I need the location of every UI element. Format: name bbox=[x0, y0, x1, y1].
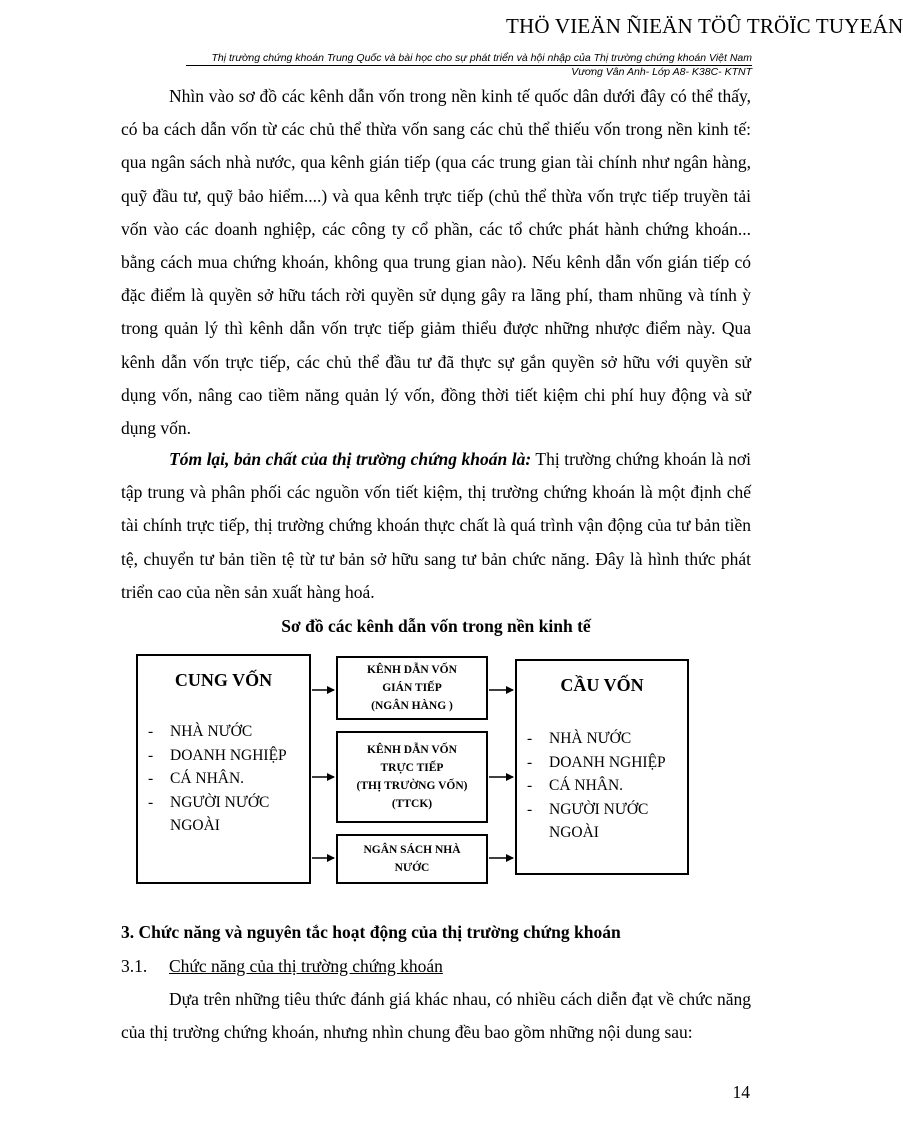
library-watermark: THÖ VIEÄN ÑIEÄN TÖÛ TRÖÏC TUYEÁN bbox=[506, 14, 903, 38]
list-item-label: CÁ NHÂN. bbox=[170, 770, 245, 787]
list-item-label: NHÀ NƯỚC bbox=[549, 730, 632, 747]
paragraph-essence bbox=[121, 443, 751, 609]
channel-line: (THỊ TRƯỜNG VỐN) bbox=[356, 780, 468, 792]
bullet-dash: - bbox=[527, 800, 533, 818]
bullet-dash: - bbox=[148, 793, 154, 811]
paragraph-lead-phrase: Tóm lại, bản chất của thị trường chứng khoán là: bbox=[169, 449, 532, 469]
bullet-dash: - bbox=[148, 770, 154, 787]
list-item bbox=[527, 751, 683, 775]
list-item bbox=[527, 727, 683, 751]
paragraph-text: Thị trường chứng khoán là nơi tập trung và phân phối các nguồn vốn tiết kiệm, thị trường chứng khoán là một định chế tài chính trực tiếp, thị trường chứng khoán thực chất là quá trình vận động của tư bản tiền tệ, chuyển tư bản tiền tệ từ tư bản sở hữu sang tư bản chức năng. Đây là hình thức phát triển cao của nền sản xuất hàng hoá. bbox=[121, 449, 751, 602]
list-item bbox=[148, 791, 305, 838]
section-heading: 3. Chức năng và nguyên tắc hoạt động của thị trường chứng khoán bbox=[121, 922, 621, 942]
capital-demand-title: CẦU VỐN bbox=[560, 675, 644, 695]
paragraph-text: Nhìn vào sơ đồ các kênh dẫn vốn trong nền kinh tế quốc dân dưới đây có thể thấy, có ba cách dẫn vốn từ các chủ thể thừa vốn sang các chủ thể thiếu vốn trong nền kinh tế: qua ngân sách nhà nước, qua kênh gián tiếp (qua các trung gian tài chính như ngân hàng, quỹ đầu tư, quỹ bảo hiểm....) và qua kênh trực tiếp (chủ thể thừa vốn trực tiếp truyền tải vốn vào các doanh nghiệp, các công ty cổ phần, các tổ chức phát hành chứng khoán... bằng cách mua chứng khoán, không qua trung gian nào). Nếu kênh dẫn vốn gián tiếp có đặc điểm là quyền sở hữu tách rời quyền sử dụng gây ra lãng phí, tham nhũng và tính ỳ trong quản lý thì kênh dẫn vốn trực tiếp giảm thiểu được những nhược điểm này. Qua kênh dẫn vốn trực tiếp, các chủ thể đầu tư đã thực sự gắn quyền sở hữu với quyền sử dụng vốn, nâng cao tiềm năng quản lý vốn, đồng thời tiết kiệm chi phí huy động và sử dụng vốn. bbox=[121, 86, 751, 439]
paragraph-functions bbox=[121, 983, 751, 1049]
channel-line: KÊNH DẪN VỐN bbox=[367, 744, 457, 756]
paragraph-capital-channels bbox=[121, 80, 751, 445]
channel-line: (TTCK) bbox=[391, 798, 433, 810]
channel-line: NGÂN SÁCH NHÀ bbox=[363, 844, 461, 856]
subsection-number: 3.1. bbox=[121, 956, 148, 976]
list-item-label: DOANH NGHIỆP bbox=[549, 753, 666, 771]
bullet-dash: - bbox=[148, 746, 154, 764]
indirect-channel-box bbox=[336, 656, 488, 720]
list-item bbox=[148, 767, 305, 791]
bullet-dash: - bbox=[527, 753, 533, 771]
channel-line: NƯỚC bbox=[394, 862, 430, 874]
list-item bbox=[527, 798, 683, 845]
list-item bbox=[148, 720, 305, 744]
list-item bbox=[148, 744, 305, 768]
state-budget-box bbox=[336, 834, 488, 884]
list-item-label: NGƯỜI NƯỚC NGOÀI bbox=[170, 793, 270, 834]
channel-line: TRỰC TIẾP bbox=[380, 762, 444, 774]
channel-line: (NGÂN HÀNG ) bbox=[371, 700, 453, 712]
diagram-title: Sơ đồ các kênh dẫn vốn trong nền kinh tế bbox=[281, 616, 591, 636]
subsection-heading bbox=[121, 956, 751, 977]
channel-line: KÊNH DẪN VỐN bbox=[367, 664, 457, 676]
capital-supply-title: CUNG VỐN bbox=[174, 670, 273, 690]
list-item bbox=[527, 774, 683, 798]
list-item-label: NGƯỜI NƯỚC NGOÀI bbox=[549, 800, 649, 841]
list-item-label: DOANH NGHIỆP bbox=[170, 746, 287, 764]
subsection-title: Chức năng của thị trường chứng khoán bbox=[169, 956, 443, 976]
bullet-dash: - bbox=[527, 730, 533, 747]
running-header-author: Vương Vân Anh- Lớp A8- K38C- KTNT bbox=[571, 66, 752, 78]
capital-demand-box bbox=[515, 659, 689, 875]
list-item-label: CÁ NHÂN. bbox=[549, 777, 624, 794]
capital-supply-box bbox=[136, 654, 311, 884]
channel-line: GIÁN TIẾP bbox=[382, 682, 442, 694]
direct-channel-box bbox=[336, 731, 488, 823]
bullet-dash: - bbox=[527, 777, 533, 794]
capital-supply-list bbox=[148, 720, 305, 838]
list-item-label: NHÀ NƯỚC bbox=[170, 723, 253, 740]
paragraph-text: Dựa trên những tiêu thức đánh giá khác nhau, có nhiều cách diễn đạt về chức năng của thị trường chứng khoán, nhưng nhìn chung đều bao gồm những nội dung sau: bbox=[121, 989, 751, 1043]
bullet-dash: - bbox=[148, 723, 154, 740]
running-header-title: Thị trường chứng khoán Trung Quốc và bài học cho sự phát triển và hội nhập của Thị trường chứng khoán Việt Nam bbox=[211, 52, 752, 64]
capital-demand-list bbox=[527, 727, 683, 845]
page-number: 14 bbox=[732, 1082, 750, 1102]
